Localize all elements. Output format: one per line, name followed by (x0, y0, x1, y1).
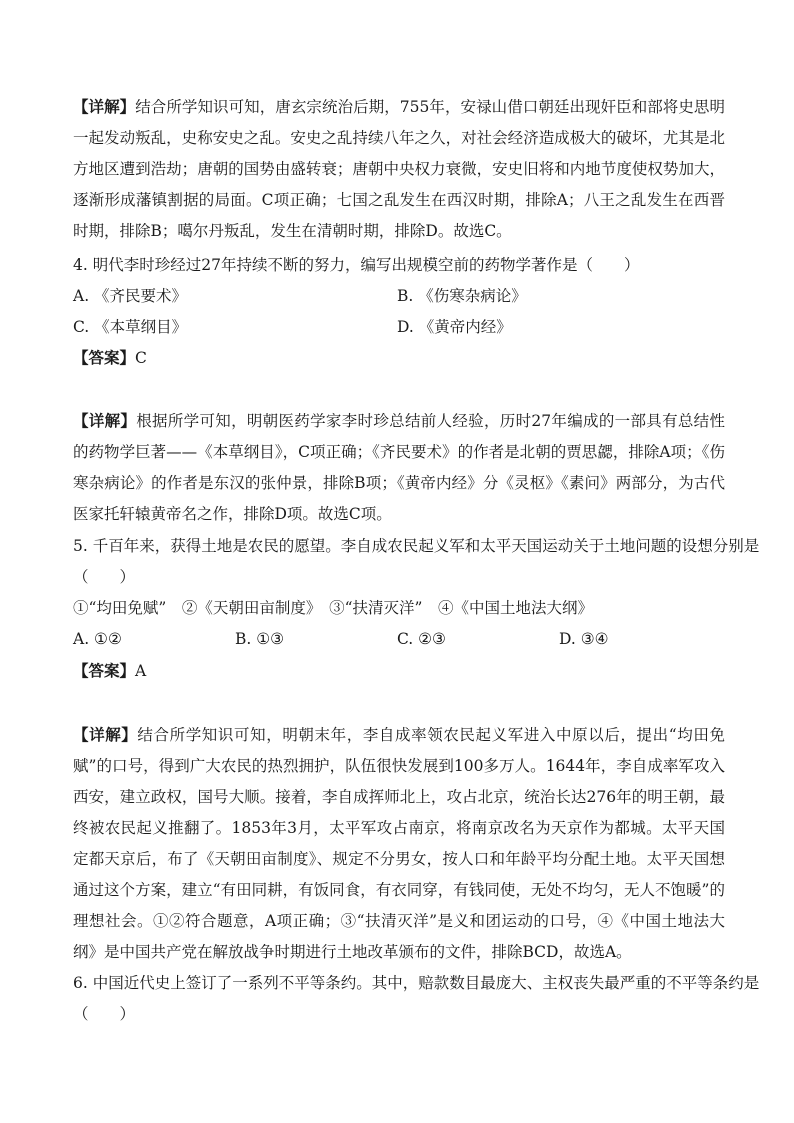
q4-stem: 4. 明代李时珍经过27年持续不断的努力，编写出规模空前的药物学著作是（ ） (73, 256, 640, 274)
q5-items: ①“均田免赋” ②《天朝田亩制度》 ③“扶清灭洋” ④《中国土地法大纲》 (73, 599, 593, 617)
q4-options-row-2 (73, 312, 725, 343)
q4-answer (73, 342, 725, 373)
q3-detail-text: 结合所学知识可知，唐玄宗统治后期，755年，安禄山借口朝廷出现奸臣和部将史思明一起发动叛乱，史称安史之乱。安史之乱持续八年之久，对社会经济造成极大的破坏，尤其是北方地区遭到浩劫；唐朝的国势由盛转衰；唐朝中央权力衰微，安史旧将和内地节度使权势加大，逐渐形成藩镇割据的局面。C项正确；七国之乱发生在西汉时期，排除A；八王之乱发生在西晋时期，排除B；噶尔丹叛乱，发生在清朝时期，排除D。故选C。 (73, 98, 725, 240)
q5-stem-paren: （ ） (73, 568, 136, 586)
q5-option-c: C. ②③ (397, 630, 446, 648)
q5-option-b: B. ①③ (235, 630, 285, 648)
q5-answer (73, 655, 725, 686)
q5-options-row (73, 624, 725, 655)
q4-options-row-1 (73, 281, 725, 312)
q4-option-d: D. 《黄帝内经》 (397, 318, 512, 336)
q4-option-a: A. 《齐民要术》 (73, 287, 188, 305)
q3-detail-paragraph (73, 91, 725, 247)
detail-label: 【详解】 (73, 97, 136, 116)
detail-label: 【详解】 (73, 411, 137, 430)
q4-answer-value: C (135, 349, 147, 367)
q4-detail-text: 根据所学可知，明朝医药学家李时珍总结前人经验，历时27年编成的一部具有总结性的药物学巨著——《本草纲目》，C项正确；《齐民要术》的作者是北朝的贾思勰，排除A项；《伤寒杂病论》的作者是东汉的张仲景，排除B项；《黄帝内经》分《灵枢》《素问》两部分，为古代医家托轩辕黄帝名之作，排除D项。故选C项。 (73, 412, 725, 523)
q5-answer-value: A (135, 662, 147, 680)
q5-option-d: D. ③④ (559, 630, 609, 648)
q4-option-c: C. 《本草纲目》 (73, 318, 188, 336)
q5-stem: 5. 千百年来，获得土地是农民的愿望。李自成农民起义军和太平天国运动关于土地问题的设想分别是 (73, 537, 760, 555)
q5-option-a: A. ①② (73, 630, 122, 648)
answer-label: 【答案】 (73, 348, 136, 367)
q4-option-b: B. 《伤寒杂病论》 (397, 287, 527, 305)
q6-stem-paren: （ ） (73, 1005, 136, 1023)
answer-label: 【答案】 (73, 661, 136, 680)
detail-label: 【详解】 (73, 725, 138, 744)
q5-detail-paragraph (73, 719, 725, 968)
q6-stem: 6. 中国近代史上签订了一系列不平等条约。其中，赔款数目最庞大、主权丧失最严重的不平等条约是 (73, 974, 760, 992)
q5-detail-text: 结合所学知识可知，明朝末年，李自成率领农民起义军进入中原以后，提出“均田免赋”的口号，得到广大农民的热烈拥护，队伍很快发展到100多万人。1644年，李自成率军攻入西安，建立政权，国号大顺。接着，李自成挥师北上，攻占北京，统治长达276年的明王朝，最终被农民起义推翻了。1853年3月，太平军攻占南京，将南京改名为天京作为都城。太平天国定都天京后，布了《天朝田亩制度》、规定不分男女，按人口和年龄平均分配土地。太平天国想通过这个方案，建立“有田同耕，有饭同食，有衣同穿，有钱同使，无处不均匀，无人不饱暖”的理想社会。①②符合题意，A项正确；③“扶清灭洋”是义和团运动的口号，④《中国土地法大纲》是中国共产党在解放战争时期进行土地改革颁布的文件，排除BCD，故选A。 (73, 726, 725, 961)
q4-detail-paragraph (73, 405, 725, 530)
